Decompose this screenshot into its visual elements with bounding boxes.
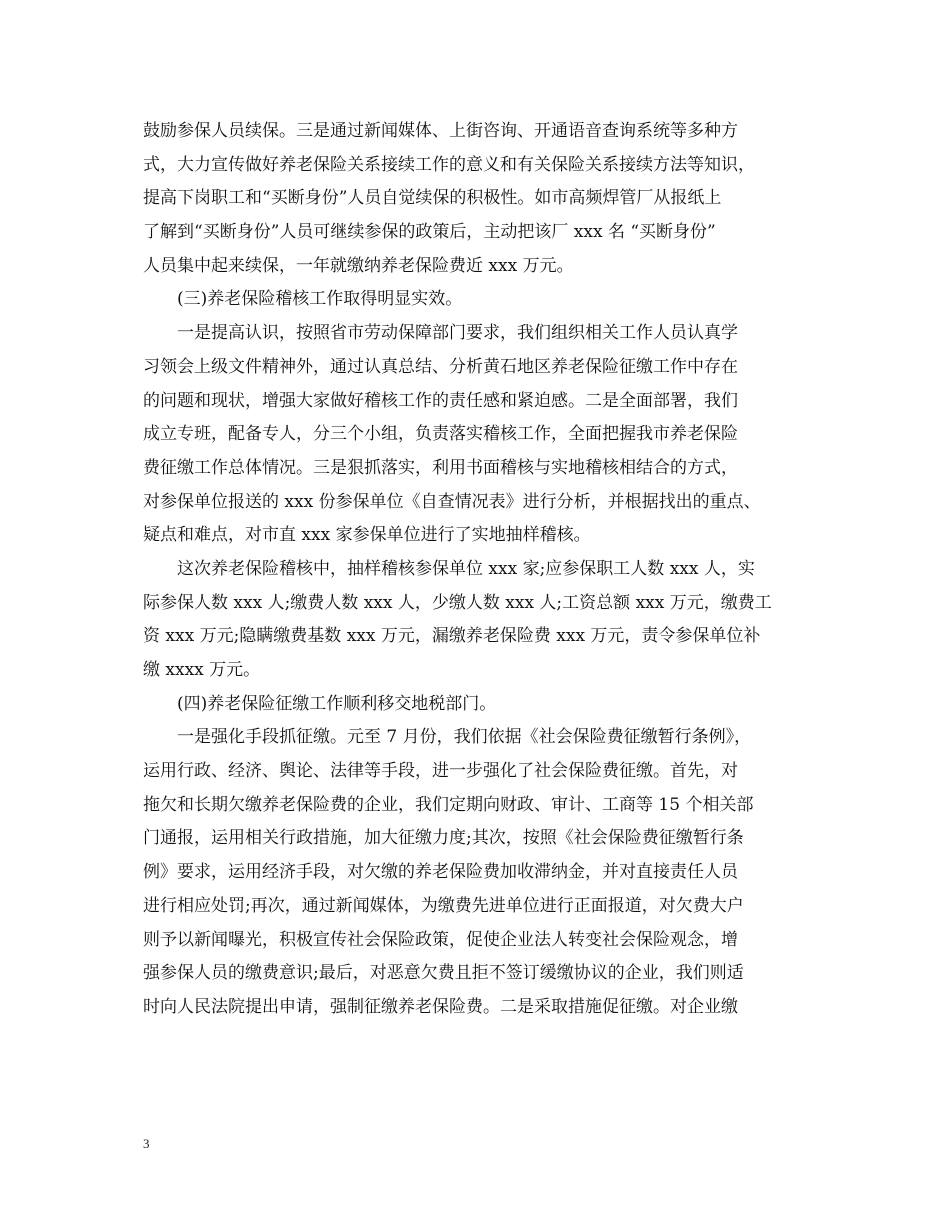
text-line: 对参保单位报送的 xxx 份参保单位《自查情况表》进行分析，并根据找出的重点、 <box>143 491 761 512</box>
text-line: 则予以新闻曝光，积极宣传社会保险政策，促使企业法人转变社会保险观念，增 <box>143 929 738 950</box>
text-line: 人员集中起来续保，一年就缴纳养老保险费近 xxx 万元。 <box>143 255 574 276</box>
text-line: 门通报，运用相关行政措施，加大征缴力度;其次，按照《社会保险费征缴暂行条 <box>143 828 744 849</box>
page-number: 3 <box>143 1136 150 1151</box>
text-line: 一是强化手段抓征缴。元至 7 月份，我们依据《社会保险费征缴暂行条例》， <box>177 727 752 748</box>
document-body <box>143 115 798 1025</box>
text-line: 式，大力宣传做好养老保险关系接续工作的意义和有关保险关系接续方法等知识， <box>143 154 755 175</box>
text-line: 疑点和难点，对市直 xxx 家参保单位进行了实地抽样稽核。 <box>143 525 591 546</box>
text-line: 运用行政、经济、舆论、法律等手段，进一步强化了社会保险费征缴。首先，对 <box>143 761 738 782</box>
text-line: 提高下岗职工和“买断身份”人员自觉续保的积极性。如市高频焊管厂从报纸上 <box>143 188 722 209</box>
text-line: 一是提高认识，按照省市劳动保障部门要求，我们组织相关工作人员认真学 <box>177 323 738 344</box>
text-line: 这次养老保险稽核中，抽样稽核参保单位 xxx 家;应参保职工人数 xxx 人，实 <box>177 558 755 579</box>
text-line: 时向人民法院提出申请，强制征缴养老保险费。二是采取措施促征缴。对企业缴 <box>143 996 738 1017</box>
text-line: 了解到“买断身份”人员可继续参保的政策后，主动把该厂 xxx 名 “买断身份” <box>143 222 716 243</box>
text-line: 费征缴工作总体情况。三是狠抓落实，利用书面稽核与实地稽核相结合的方式， <box>143 457 738 478</box>
text-line: 际参保人数 xxx 人;缴费人数 xxx 人，少缴人数 xxx 人;工资总额 xxx 万元，缴费工 <box>143 592 772 613</box>
text-line: (三)养老保险稽核工作取得明显实效。 <box>177 289 463 310</box>
text-line: 缴 xxxx 万元。 <box>143 660 261 680</box>
text-line: 的问题和现状，增强大家做好稽核工作的责任感和紧迫感。二是全面部署，我们 <box>143 390 738 411</box>
text-line: 拖欠和长期欠缴养老保险费的企业，我们定期向财政、审计、工商等 15 个相关部 <box>143 794 754 815</box>
text-line: 例》要求，运用经济手段，对欠缴的养老保险费加收滞纳金，并对直接责任人员 <box>143 862 738 883</box>
text-line: 成立专班，配备专人，分三个小组，负责落实稽核工作，全面把握我市养老保险 <box>143 424 738 445</box>
text-line: 进行相应处罚;再次，通过新闻媒体，为缴费先进单位进行正面报道，对欠费大户 <box>143 895 744 916</box>
text-line: 鼓励参保人员续保。三是通过新闻媒体、上街咨询、开通语音查询系统等多种方 <box>143 121 738 141</box>
text-line: 资 xxx 万元;隐瞒缴费基数 xxx 万元，漏缴养老保险费 xxx 万元，责令参保单位补 <box>143 626 761 647</box>
text-line: 强参保人员的缴费意识;最后，对恶意欠费且拒不签订缓缴协议的企业，我们则适 <box>143 963 744 984</box>
text-line: 习领会上级文件精神外，通过认真总结、分析黄石地区养老保险征缴工作中存在 <box>143 356 738 377</box>
text-line: (四)养老保险征缴工作顺利移交地税部门。 <box>177 693 497 714</box>
